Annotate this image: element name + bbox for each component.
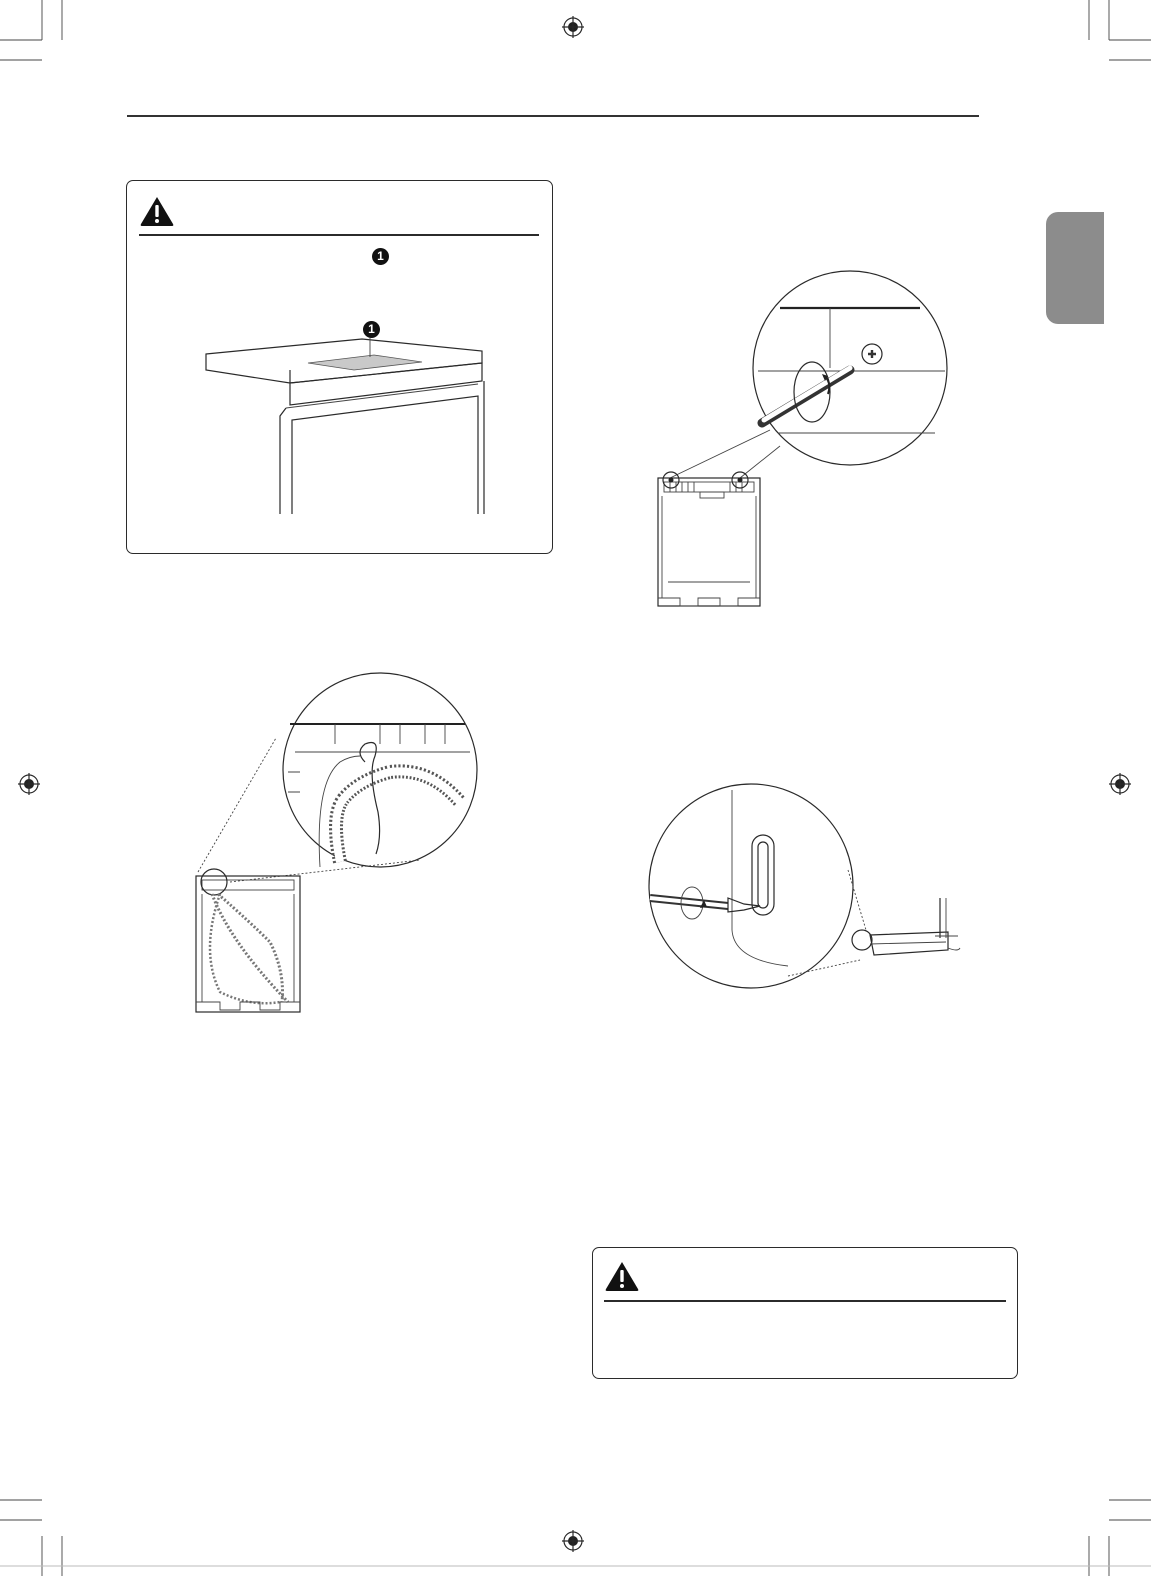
countertop-figure — [202, 321, 502, 521]
registration-target-icon — [562, 16, 584, 38]
registration-target-icon — [1109, 773, 1131, 795]
registration-target-icon — [562, 1530, 584, 1552]
caution-rule — [604, 1300, 1006, 1302]
warning-triangle-icon — [139, 195, 175, 227]
header-rule — [127, 115, 979, 117]
caution-rule — [139, 234, 539, 236]
language-tab — [1046, 212, 1104, 324]
figure-callout-badge: 1 — [363, 321, 380, 338]
bracket-screw-figure — [640, 268, 960, 613]
warning-triangle-icon — [604, 1260, 640, 1292]
hose-routing-figure — [190, 672, 490, 1017]
caution-box-top — [126, 180, 553, 554]
registration-target-icon — [18, 773, 40, 795]
side-screw-figure — [648, 780, 978, 995]
caution-box-bottom — [592, 1247, 1018, 1379]
callout-badge: 1 — [372, 248, 389, 265]
